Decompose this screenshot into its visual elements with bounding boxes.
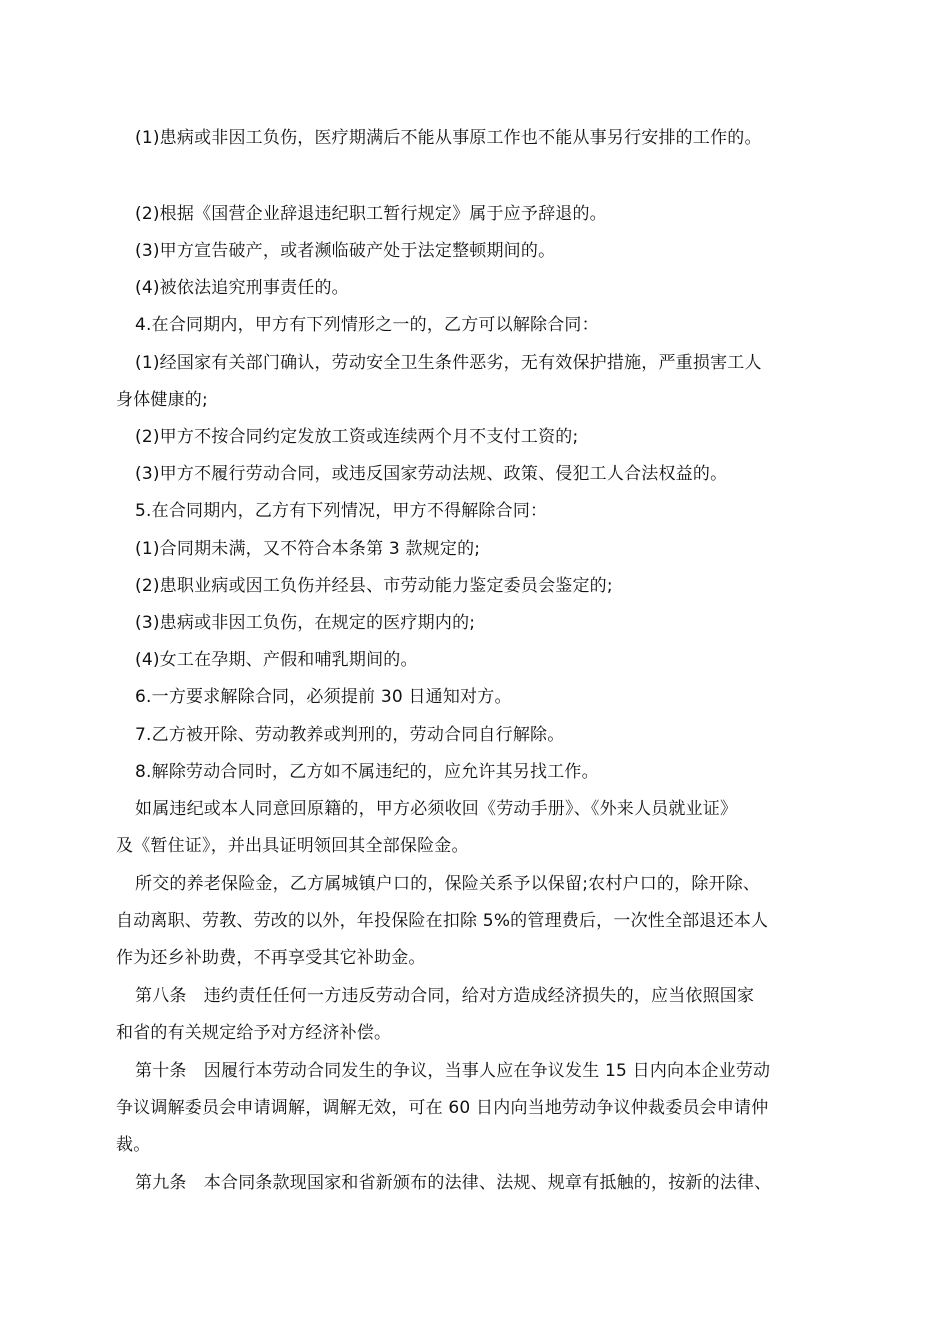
text-line: 4.在合同期内，甲方有下列情形之一的，乙方可以解除合同： — [135, 315, 599, 335]
text-line: 和省的有关规定给予对方经济补偿。 — [116, 1023, 392, 1043]
text-line: (2)患职业病或因工负伤并经县、市劳动能力鉴定委员会鉴定的; — [135, 576, 613, 596]
text-line: (2)甲方不按合同约定发放工资或连续两个月不支付工资的; — [135, 427, 579, 447]
text-line: 6.一方要求解除合同，必须提前 30 日通知对方。 — [135, 687, 512, 707]
text-line: (3)甲方不履行劳动合同，或违反国家劳动法规、政策、侵犯工人合法权益的。 — [135, 464, 728, 484]
text-line: 第八条 违约责任任何一方违反劳动合同，给对方造成经济损失的，应当依照国家 — [135, 986, 755, 1006]
text-line: (4)女工在孕期、产假和哺乳期间的。 — [135, 650, 418, 670]
text-line: 5.在合同期内，乙方有下列情况，甲方不得解除合同： — [135, 501, 548, 521]
text-line: 裁。 — [116, 1135, 151, 1155]
text-line: 第九条 本合同条款现国家和省新颁布的法律、法规、规章有抵触的，按新的法律、 — [135, 1173, 772, 1193]
text-line: 7.乙方被开除、劳动教养或判刑的，劳动合同自行解除。 — [135, 725, 565, 745]
text-line: (1)合同期未满，又不符合本条第 3 款规定的; — [135, 539, 481, 559]
text-line: (3)甲方宣告破产，或者濒临破产处于法定整顿期间的。 — [135, 241, 556, 261]
text-line: (1)患病或非因工负伤，医疗期满后不能从事原工作也不能从事另行安排的工作的。 — [135, 128, 762, 148]
text-line: (2)根据《国营企业辞退违纪职工暂行规定》属于应予辞退的。 — [135, 204, 607, 224]
text-line: (4)被依法追究刑事责任的。 — [135, 278, 349, 298]
text-line: 第十条 因履行本劳动合同发生的争议，当事人应在争议发生 15 日内向本企业劳动 — [135, 1061, 771, 1081]
text-line: 自动离职、劳教、劳改的以外，年投保险在扣除 5%的管理费后，一次性全部退还本人 — [116, 911, 769, 931]
text-line: (3)患病或非因工负伤，在规定的医疗期内的; — [135, 613, 476, 633]
text-line: 作为还乡补助费，不再享受其它补助金。 — [116, 948, 426, 968]
text-line: 所交的养老保险金，乙方属城镇户口的，保险关系予以保留;农村户口的，除开除、 — [135, 874, 761, 894]
text-line: 及《暂住证》，并出具证明领回其全部保险金。 — [116, 836, 469, 856]
text-line: (1)经国家有关部门确认，劳动安全卫生条件恶劣，无有效保护措施，严重损害工人 — [135, 353, 762, 373]
text-line: 如属违纪或本人同意回原籍的，甲方必须收回《劳动手册》、《外来人员就业证》 — [135, 799, 738, 819]
text-line: 身体健康的; — [116, 390, 208, 410]
text-line: 争议调解委员会申请调解，调解无效，可在 60 日内向当地劳动争议仲裁委员会申请仲 — [116, 1098, 769, 1118]
text-line: 8.解除劳动合同时，乙方如不属违纪的，应允许其另找工作。 — [135, 762, 599, 782]
